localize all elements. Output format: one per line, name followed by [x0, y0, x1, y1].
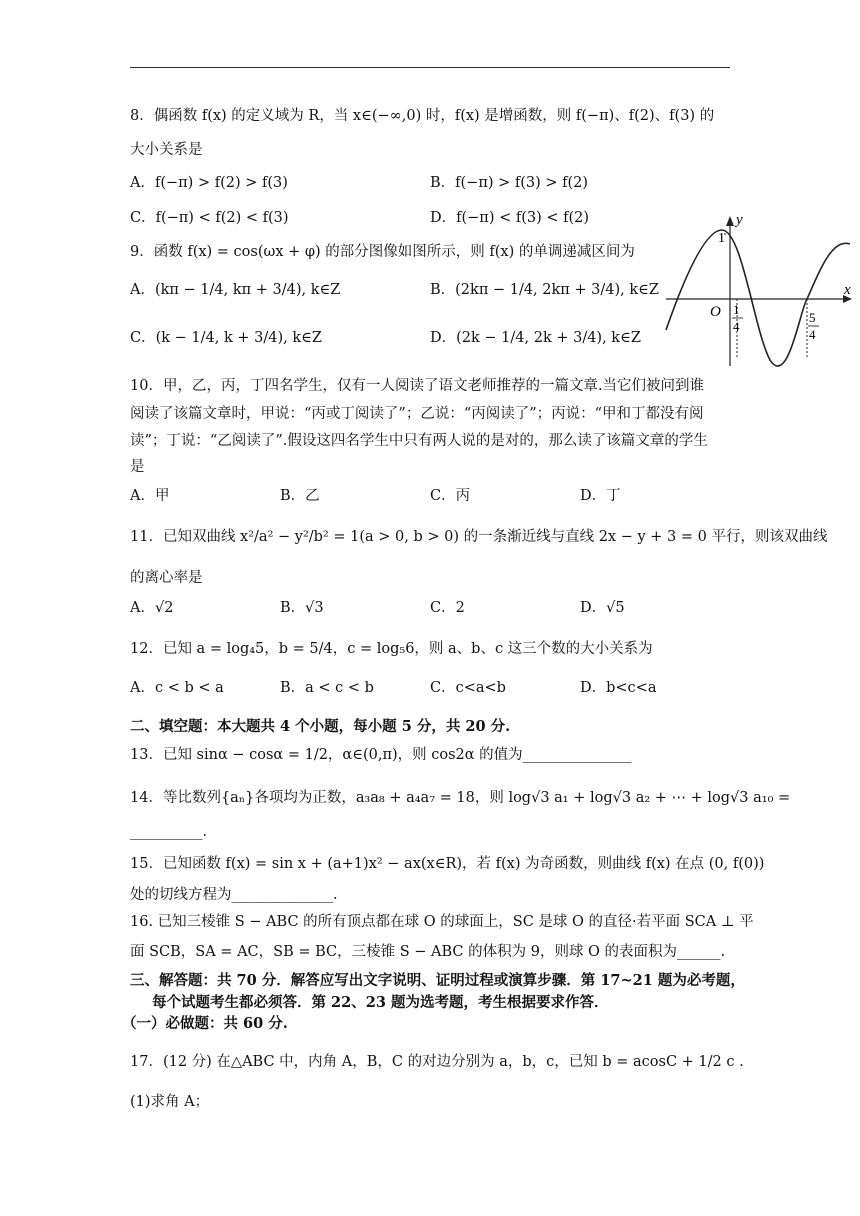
- q10-line2: 阅读了该篇文章时，甲说：“丙或丁阅读了”；乙说：“丙阅读了”；丙说：“甲和丁都没有阅: [130, 406, 704, 422]
- q10-line4: 是: [130, 459, 145, 475]
- q16-line2: 面 SCB，SA = AC，SB = BC，三棱锥 S − ABC 的体积为 9，则球 O 的表面积为______.: [130, 944, 726, 960]
- q8-option-d: D．f(−π) < f(3) < f(2): [430, 210, 590, 226]
- q9-graph-x-label: x: [844, 282, 851, 298]
- section-2-heading: 二、填空题：本大题共 4 个小题，每小题 5 分，共 20 分.: [130, 718, 511, 735]
- q12-option-b: B．a < c < b: [280, 680, 374, 696]
- q9-option-b: B．(2kπ − 1/4, 2kπ + 3/4), k∈Z: [430, 282, 659, 298]
- q9-graph-y-label: y: [736, 212, 743, 228]
- q9-graph-x-tick1-num: 1: [733, 302, 740, 317]
- q11-line1: 11．已知双曲线 x²/a² − y²/b² = 1(a > 0, b > 0) 的一条渐近线与直线 2x − y + 3 = 0 平行，则该双曲线: [130, 529, 828, 545]
- q9-stem: 9．函数 f(x) = cos(ωx + φ) 的部分图像如图所示，则 f(x) 的单调递减区间为: [130, 244, 635, 260]
- q11-option-a: A．√2: [130, 600, 174, 616]
- q11-option-c: C．2: [430, 600, 465, 616]
- q12-option-c: C．c<a<b: [430, 680, 506, 696]
- q8-stem-line1: 8．偶函数 f(x) 的定义域为 R，当 x∈(−∞,0) 时，f(x) 是增函数，则 f(−π)、f(2)、f(3) 的: [130, 108, 715, 124]
- section-3-subheading: （一）必做题：共 60 分.: [122, 1015, 288, 1032]
- q12-option-d: D．b<c<a: [580, 680, 657, 696]
- q12-option-a: A．c < b < a: [130, 680, 224, 696]
- q12-stem: 12．已知 a = log₄5，b = 5/4，c = log₅6，则 a、b、c 这三个数的大小关系为: [130, 641, 653, 657]
- section-3-heading-line1: 三、解答题：共 70 分．解答应写出文字说明、证明过程或演算步骤．第 17~21 题为必考题，: [130, 972, 745, 989]
- q10-line1: 10．甲，乙，丙，丁四名学生，仅有一人阅读了语文老师推荐的一篇文章.当它们被问到谁: [130, 378, 705, 394]
- q9-option-c: C．(k − 1/4, k + 3/4), k∈Z: [130, 330, 322, 346]
- q17-stem: 17．(12 分) 在△ABC 中，内角 A，B，C 的对边分别为 a，b，c，已知 b = acosC + 1/2 c .: [130, 1054, 744, 1070]
- q17-part1: (1)求角 A；: [130, 1094, 210, 1110]
- q10-option-a: A．甲: [130, 488, 170, 504]
- q14-line2: __________.: [130, 824, 208, 840]
- section-3-heading-line2: 每个试题考生都必须答．第 22、23 题为选考题，考生根据要求作答．: [152, 994, 609, 1011]
- q11-option-d: D．√5: [580, 600, 625, 616]
- q9-graph-x-tick2-den: 4: [809, 327, 816, 342]
- q15-line1: 15．已知函数 f(x) = sin x + (a+1)x² − ax(x∈R)，若 f(x) 为奇函数，则曲线 f(x) 在点 (0, f(0)): [130, 856, 765, 872]
- q8-option-a: A．f(−π) > f(2) > f(3): [130, 175, 288, 191]
- q10-option-b: B．乙: [280, 488, 320, 504]
- q13: 13．已知 sinα − cosα = 1/2，α∈(0,π)，则 cos2α 的值为_______________: [130, 747, 632, 763]
- q9-option-d: D．(2k − 1/4, 2k + 3/4), k∈Z: [430, 330, 641, 346]
- q10-option-c: C．丙: [430, 488, 471, 504]
- q11-option-b: B．√3: [280, 600, 324, 616]
- q9-cosine-graph: [662, 210, 856, 370]
- q8-option-b: B．f(−π) > f(3) > f(2): [430, 175, 589, 191]
- q9-graph-y-tick: 1: [718, 231, 725, 246]
- q8-option-c: C．f(−π) < f(2) < f(3): [130, 210, 289, 226]
- q11-line2: 的离心率是: [130, 570, 203, 586]
- q8-stem-line2: 大小关系是: [130, 142, 203, 158]
- q10-line3: 读”；丁说：“乙阅读了”.假设这四名学生中只有两人说的是对的，那么读了该篇文章的学生: [130, 433, 708, 449]
- q16-line1: 16. 已知三棱锥 S − ABC 的所有顶点都在球 O 的球面上，SC 是球 O 的直径·若平面 SCA ⊥ 平: [130, 914, 754, 930]
- q9-graph-x-tick2-num: 5: [809, 310, 816, 325]
- q10-option-d: D．丁: [580, 488, 621, 504]
- q9-option-a: A．(kπ − 1/4, kπ + 3/4), k∈Z: [130, 282, 341, 298]
- q14-line1: 14．等比数列{aₙ}各项均为正数，a₃a₈ + a₄a₇ = 18，则 log√3 a₁ + log√3 a₂ + ⋯ + log√3 a₁₀ =: [130, 790, 791, 806]
- q9-graph-x-tick1-den: 4: [733, 319, 740, 334]
- q9-graph-origin-label: O: [710, 304, 721, 320]
- q15-line2: 处的切线方程为______________.: [130, 887, 338, 903]
- header-rule: [130, 67, 730, 68]
